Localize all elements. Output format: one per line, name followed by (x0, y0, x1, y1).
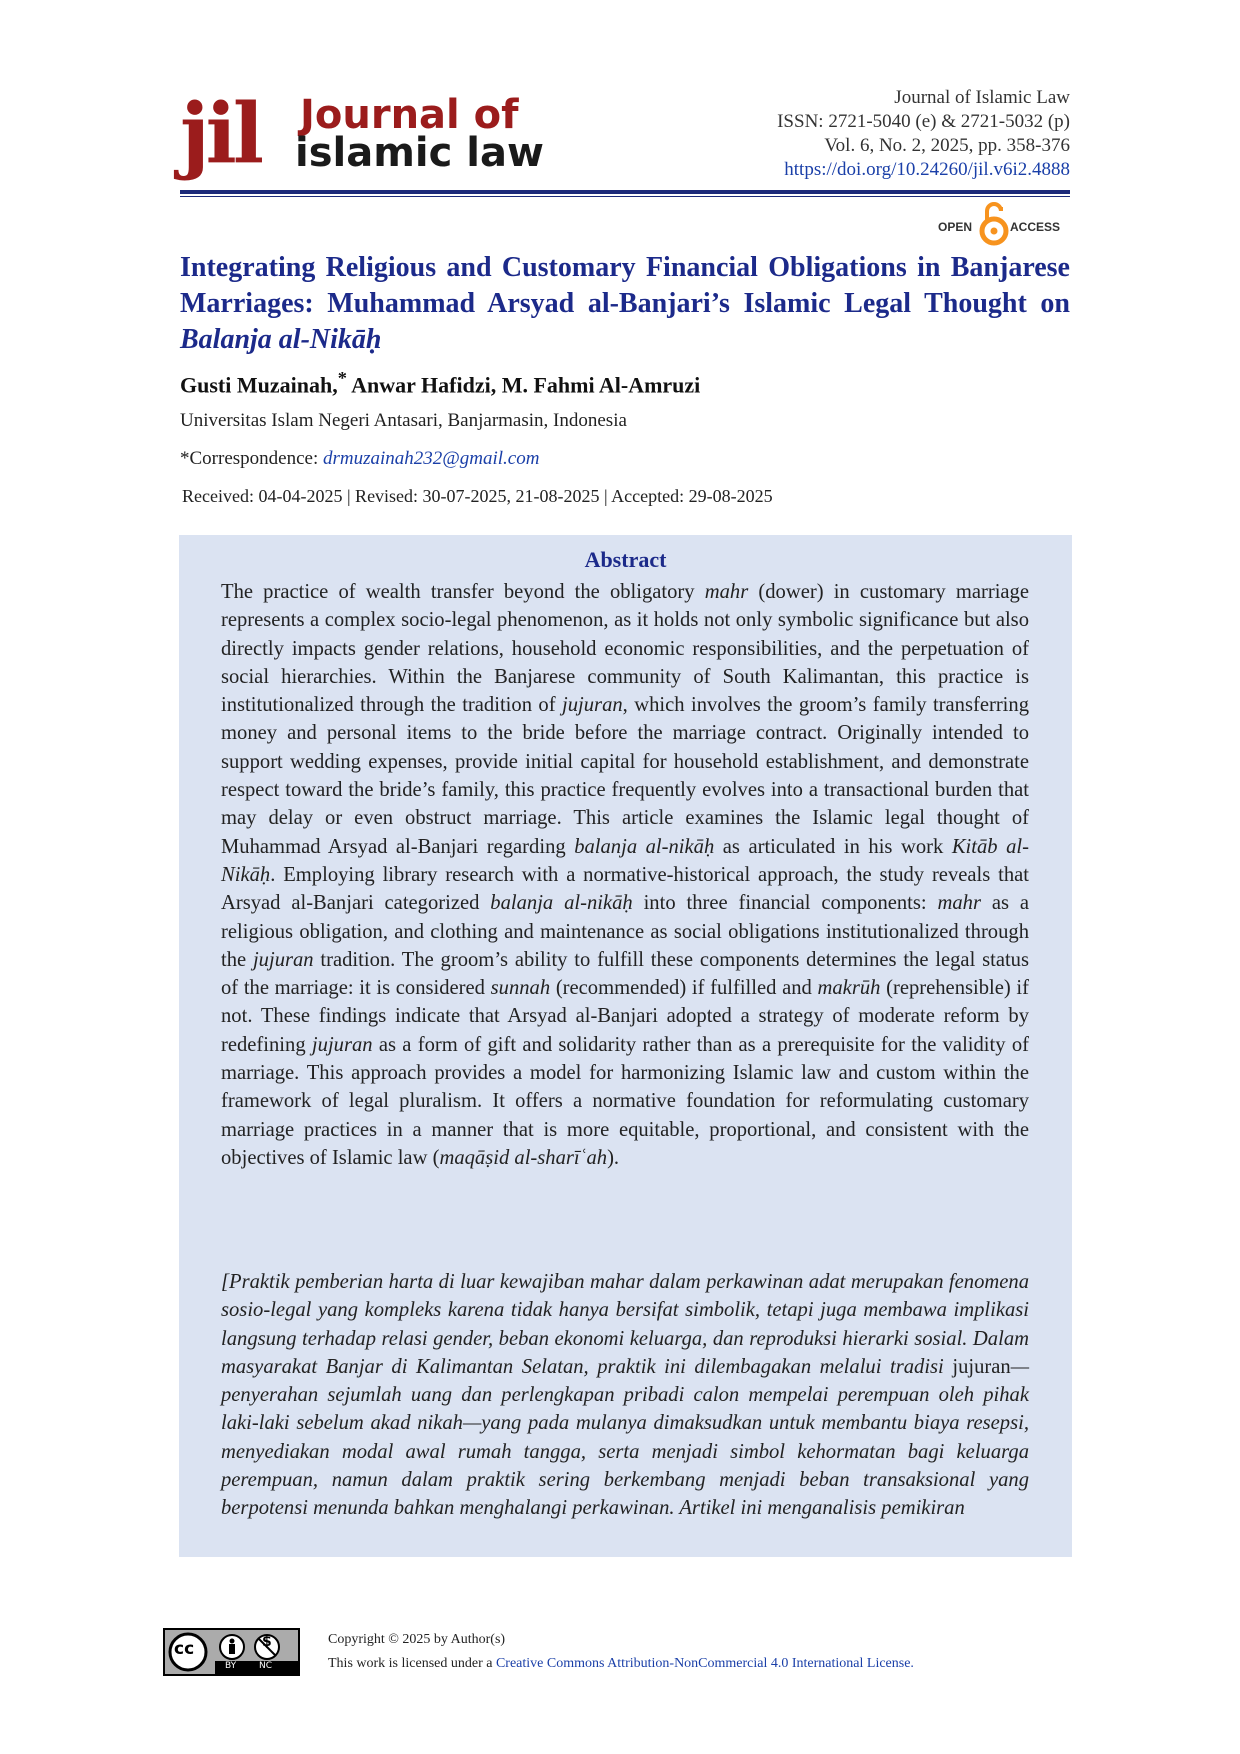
author-1: Gusti Muzainah, (180, 372, 338, 398)
article-title-main: Integrating Religious and Customary Financial Obligations in Banjarese Marriages: Muhammad Arsyad al-Banjari’s Islamic Legal Thought on (180, 252, 1070, 319)
cc-by-label: BY (225, 1661, 237, 1671)
abstract-term-italic: jujuran (562, 694, 623, 717)
abstract-term-italic: balanja al-nikāḥ (490, 892, 633, 915)
journal-logo (180, 88, 580, 180)
open-access-label-left: OPEN (938, 220, 973, 234)
abstract-text-segment: (recommended) if fulfilled and (550, 977, 818, 1000)
abstract-text-segment: as articulated in his work (714, 835, 952, 858)
open-access-label-right: ACCESS (1010, 220, 1061, 234)
author-list (180, 368, 700, 398)
abstract-text-segment: ). (607, 1146, 620, 1169)
abstract-text-segment: tradition. The groom’s ability to fulfill these components determines the legal status of the marriage: it is considered (221, 948, 1029, 1000)
correspondence-email[interactable]: drmuzainah232@gmail.com (322, 448, 540, 469)
cc-license-badge[interactable] (163, 1628, 300, 1676)
abstrak-text-segment: [Praktik pemberian harta di luar kewajiban mahar dalam perkawinan adat merupakan fenomena sosio-legal yang kompleks karena tidak hanya bersifat simbolik, tetapi juga membawa implikasi langsung terhadap relasi gender, beban ekonomi keluarga, dan reproduksi hierarki sosial. Dalam masyarakat Banjar di Kalimantan Selatan, praktik ini dilembagakan melalui tradisi (221, 1271, 1029, 1378)
abstract-text-segment: as a form of gift and solidarity rather than as a prerequisite for the validity of marriage. This approach provides a model for harmonizing Islamic law and custom within the framework of legal pluralism. It offers a normative foundation for reformulating customary marriage practices in a manner that is more equitable, proportional, and consistent with the objectives of Islamic law ( (221, 1033, 1029, 1169)
abstract-term-italic: jujuran (252, 948, 314, 971)
abstract-text-segment: into three financial components: (632, 892, 938, 915)
abstrak-term-upright: jujuran (952, 1355, 1011, 1378)
abstrak-text-segment: —penyerahan sejumlah uang dan perlengkapan pribadi calon mempelai perempuan oleh pihak laki-laki sebelum akad nikah—yang pada mulanya dimaksudkan untuk membantu biaya resepsi, menyediakan modal awal rumah tangga, serta menjadi simbol kehormatan bagi keluarga perempuan, namun dalam praktik sering berkembang menjadi beban transaksional yang berpotensi menunda bahkan menghalangi perkawinan. Artikel ini menganalisis pemikiran (221, 1355, 1029, 1520)
journal-meta (777, 86, 1070, 182)
cc-dollar-sign: $ (262, 1634, 272, 1650)
correspondence-label: *Correspondence: (180, 448, 323, 469)
journal-volume: Vol. 6, No. 2, 2025, pp. 358-376 (824, 135, 1070, 156)
affiliation: Universitas Islam Negeri Antasari, Banjarmasin, Indonesia (180, 410, 627, 431)
logo-line-islamic-law: islamic law (295, 130, 544, 176)
article-dates: Received: 04-04-2025 | Revised: 30-07-2025, 21-08-2025 | Accepted: 29-08-2025 (182, 486, 773, 506)
journal-name: Journal of Islamic Law (894, 87, 1070, 108)
cc-nc-label: NC (259, 1661, 273, 1671)
abstract-text-segment: The practice of wealth transfer beyond the obligatory (221, 581, 705, 603)
header-rule (180, 190, 1070, 194)
abstract-box (179, 535, 1072, 1557)
abstract-term-italic: mahr (937, 892, 981, 915)
cc-label: cc (174, 1639, 195, 1659)
abstract-term-italic: makrūh (817, 977, 881, 1000)
open-access-lock-icon (978, 200, 1010, 246)
logo-mark: jil (180, 86, 260, 182)
abstract-english (221, 578, 1029, 1172)
abstract-heading: Abstract (584, 547, 667, 572)
header-rule-thin (180, 196, 1070, 197)
copyright-notice: Copyright © 2025 by Author(s) (328, 1632, 506, 1647)
abstract-text-segment: (dower) in customary marriage represents a complex socio-legal phenomenon, as it holds not only symbolic significance but also directly impacts gender relations, household economic responsibilities, and the perpetuation of social hierarchies. Within the Banjarese community of South Kalimantan, this practice is institutionalized through the tradition of (221, 581, 1029, 717)
journal-issn: ISSN: 2721-5040 (e) & 2721-5032 (p) (777, 111, 1070, 132)
abstract-term-italic: sunnah (490, 977, 551, 1000)
abstract-indonesian (221, 1268, 1029, 1523)
article-title (180, 250, 1070, 358)
abstract-term-italic: balanja al-nikāḥ (574, 835, 715, 858)
abstract-text-segment: as a religious obligation, and clothing and maintenance as social obligations institutionalized through the (221, 892, 1029, 971)
abstract-text-segment: , which involves the groom’s family transferring money and personal items to the bride before the marriage contract. Originally intended to support wedding expenses, provide initial capital for household establishment, and demonstrate respect toward the bride’s family, this practice frequently evolves into a transactional burden that may delay or even obstruct marriage. This article examines the Islamic legal thought of Muhammad Arsyad al-Banjari regarding (221, 694, 1029, 858)
correspondence (180, 448, 539, 470)
abstract-term-italic: Kitāb al-Nikāḥ (221, 835, 1029, 886)
license-prefix: This work is licensed under a (328, 1656, 496, 1671)
open-access-badge (938, 200, 1070, 248)
license-link[interactable]: Creative Commons Attribution-NonCommercial 4.0 International License. (495, 1656, 914, 1671)
authors-rest: Anwar Hafidzi, M. Fahmi Al-Amruzi (346, 372, 701, 398)
doi-link[interactable]: https://doi.org/10.24260/jil.v6i2.4888 (784, 159, 1070, 180)
abstract-term-italic: maqāṣid al-sharīʿah (439, 1146, 608, 1169)
logo-line-journal-of: Journal of (300, 92, 519, 138)
abstract-term-italic: jujuran (311, 1033, 373, 1056)
abstract-text-segment: (reprehensible) if not. These findings indicate that Arsyad al-Banjari adopted a strategy of moderate reform by redefining (221, 977, 1030, 1056)
license-notice (328, 1656, 914, 1672)
abstract-term-italic: mahr (704, 581, 749, 603)
corresponding-mark: * (337, 368, 347, 388)
article-title-italic: Balanja al-Nikāḥ (180, 324, 382, 355)
abstract-text-segment: . Employing library research with a normative-historical approach, the study reveals that Arsyad al-Banjari categorized (221, 863, 1029, 915)
